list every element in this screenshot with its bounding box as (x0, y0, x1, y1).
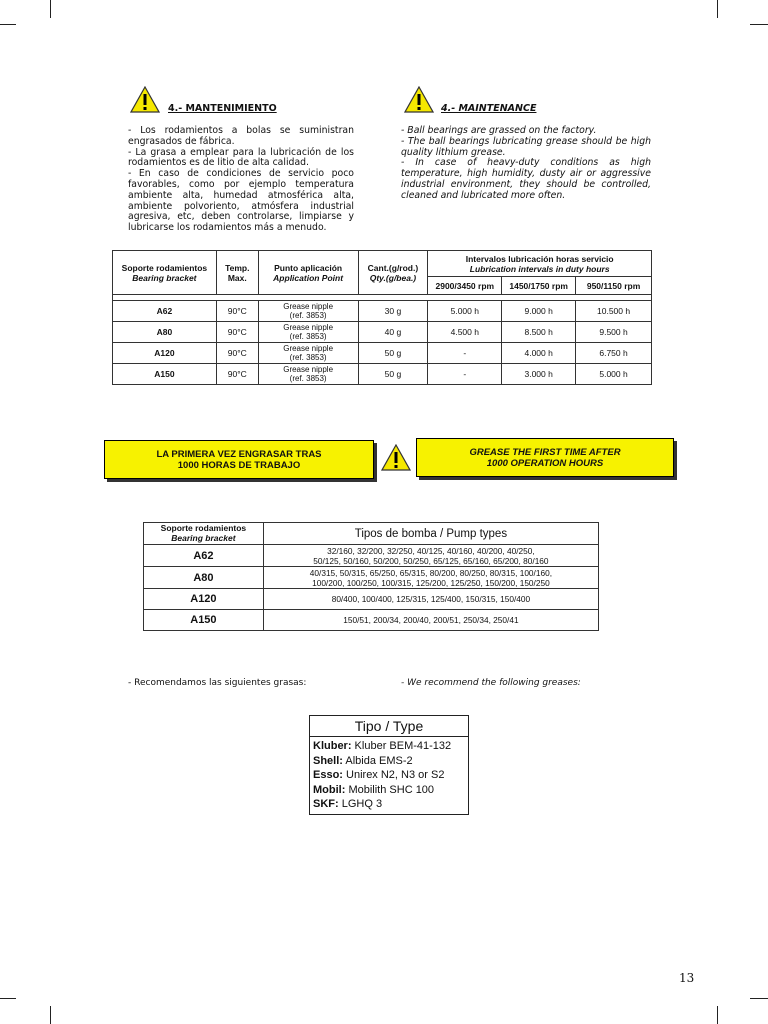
cell-qty: 30 g (358, 301, 428, 322)
header-bracket: Soporte rodamientos Bearing bracket (113, 251, 217, 295)
cell-interval: - (428, 364, 502, 385)
cell-application: Grease nipple (ref. 3853) (258, 301, 358, 322)
section-title-en: 4.- MAINTENANCE (441, 103, 537, 114)
cell-application: Grease nipple (ref. 3853) (258, 322, 358, 343)
cell-qty: 50 g (358, 364, 428, 385)
table-row (144, 589, 599, 610)
cell-qty: 40 g (358, 322, 428, 343)
cell-interval: 5.000 h (428, 301, 502, 322)
table-row (113, 343, 652, 364)
notice-line: 1000 OPERATION HOURS (486, 457, 604, 469)
table-row (144, 567, 599, 589)
paragraph: - En caso de condiciones de servicio poco favorables, como por ejemplo temperatura ambiente alta, humedad atmosférica alta, ambiente polvoriento, atmósfera industrial agresiva, etc, deben controlarse, limpiarse y lubricarse los rodamientos más a menudo. (128, 168, 354, 234)
table-row (113, 322, 652, 343)
cell-application: Grease nipple (ref. 3853) (258, 343, 358, 364)
table-row (113, 364, 652, 385)
cell-pump-types: 32/160, 32/200, 32/250, 40/125, 40/160, 40/200, 40/250, 50/125, 50/160, 50/200, 50/250, 65/125, 65/160, 65/200, 80/160 (263, 545, 598, 567)
crop-mark (0, 998, 16, 999)
header-temp: Temp. Max. (216, 251, 258, 295)
notice-box-en (416, 438, 674, 477)
warning-icon (130, 86, 160, 113)
table-row (144, 610, 599, 631)
paragraph: - In case of heavy-duty conditions as high temperature, high humidity, dusty air or aggressive industrial environment, they should be controlled, cleaned and lubricated more often. (401, 157, 651, 201)
cell-bracket: A150 (144, 610, 264, 631)
cell-bracket: A62 (144, 545, 264, 567)
pump-types-table (143, 522, 599, 631)
recommend-text-en: - We recommend the following greases: (401, 678, 581, 688)
warning-icon (381, 444, 411, 471)
cell-temp: 90°C (216, 301, 258, 322)
cell-temp: 90°C (216, 343, 258, 364)
grease-item: Kluber: Kluber BEM-41-132 (313, 740, 452, 752)
crop-mark (50, 0, 51, 18)
notice-line: 1000 HORAS DE TRABAJO (177, 459, 301, 471)
grease-types-table (309, 715, 469, 815)
paragraph: - Los rodamientos a bolas se suministran engrasados de fábrica. (128, 125, 354, 147)
paragraph: - La grasa a emplear para la lubricación de los rodamientos es de litio de alta calidad. (128, 146, 354, 169)
cell-qty: 50 g (358, 343, 428, 364)
cell-temp: 90°C (216, 364, 258, 385)
grease-item: Shell: Albida EMS-2 (313, 754, 413, 767)
cell-pump-types: 150/51, 200/34, 200/40, 200/51, 250/34, 250/41 (263, 610, 598, 631)
header-quantity: Cant.(g/rod.) Qty.(g/bea.) (358, 251, 428, 295)
header-rpm-3: 950/1150 rpm (576, 277, 652, 295)
cell-temp: 90°C (216, 322, 258, 343)
header-rpm-1: 2900/3450 rpm (428, 277, 502, 295)
crop-mark (750, 24, 768, 25)
cell-bracket: A80 (113, 322, 217, 343)
crop-mark (750, 998, 768, 999)
cell-bracket: A150 (113, 364, 217, 385)
page-number: 13 (679, 971, 695, 985)
cell-interval: 4.500 h (428, 322, 502, 343)
crop-mark (0, 24, 16, 25)
warning-icon (404, 86, 434, 113)
table-row (144, 545, 599, 567)
cell-interval: 9.500 h (576, 322, 652, 343)
cell-interval: 8.500 h (502, 322, 576, 343)
notice-box-es (104, 440, 374, 479)
cell-interval: 3.000 h (502, 364, 576, 385)
paragraph: - Ball bearings are grassed on the factory. (401, 125, 597, 136)
header-rpm-2: 1450/1750 rpm (502, 277, 576, 295)
table-row (113, 301, 652, 322)
cell-application: Grease nipple (ref. 3853) (258, 364, 358, 385)
crop-mark (717, 0, 718, 18)
cell-interval: 5.000 h (576, 364, 652, 385)
header-bracket: Soporte rodamientos Bearing bracket (144, 523, 264, 545)
section-title-es: 4.- MANTENIMIENTO (168, 103, 277, 114)
header-pump-types: Tipos de bomba / Pump types (263, 523, 598, 545)
grease-item: Mobil: Mobilith SHC 100 (313, 783, 435, 796)
crop-mark (50, 1006, 51, 1024)
notice-line: LA PRIMERA VEZ ENGRASAR TRAS (156, 448, 322, 460)
lubrication-table (112, 250, 652, 385)
cell-pump-types: 40/315, 50/315, 65/250, 65/315, 80/200, 80/250, 80/315, 100/160, 100/200, 100/250, 100/315, 125/200, 125/250, 150/200, 150/250 (263, 567, 598, 589)
section-text-en (401, 126, 651, 202)
header-type: Tipo / Type (310, 716, 469, 737)
recommend-text-es: - Recomendamos las siguientes grasas: (128, 678, 307, 688)
header-application: Punto aplicación Application Point (258, 251, 358, 295)
cell-bracket: A62 (113, 301, 217, 322)
cell-interval: 4.000 h (502, 343, 576, 364)
paragraph: - The ball bearings lubricating grease should be high quality lithium grease. (401, 135, 651, 158)
notice-line: GREASE THE FIRST TIME AFTER (469, 446, 621, 458)
cell-interval: - (428, 343, 502, 364)
section-text-es (128, 126, 354, 234)
cell-interval: 9.000 h (502, 301, 576, 322)
cell-interval: 6.750 h (576, 343, 652, 364)
cell-interval: 10.500 h (576, 301, 652, 322)
cell-pump-types: 80/400, 100/400, 125/315, 125/400, 150/315, 150/400 (263, 589, 598, 610)
grease-item: Esso: Unirex N2, N3 or S2 (313, 769, 445, 781)
cell-bracket: A120 (144, 589, 264, 610)
header-intervals: Intervalos lubricación horas servicio Lubrication intervals in duty hours (428, 251, 652, 277)
cell-bracket: A120 (113, 343, 217, 364)
crop-mark (717, 1006, 718, 1024)
cell-bracket: A80 (144, 567, 264, 589)
grease-item: SKF: LGHQ 3 (313, 798, 383, 810)
